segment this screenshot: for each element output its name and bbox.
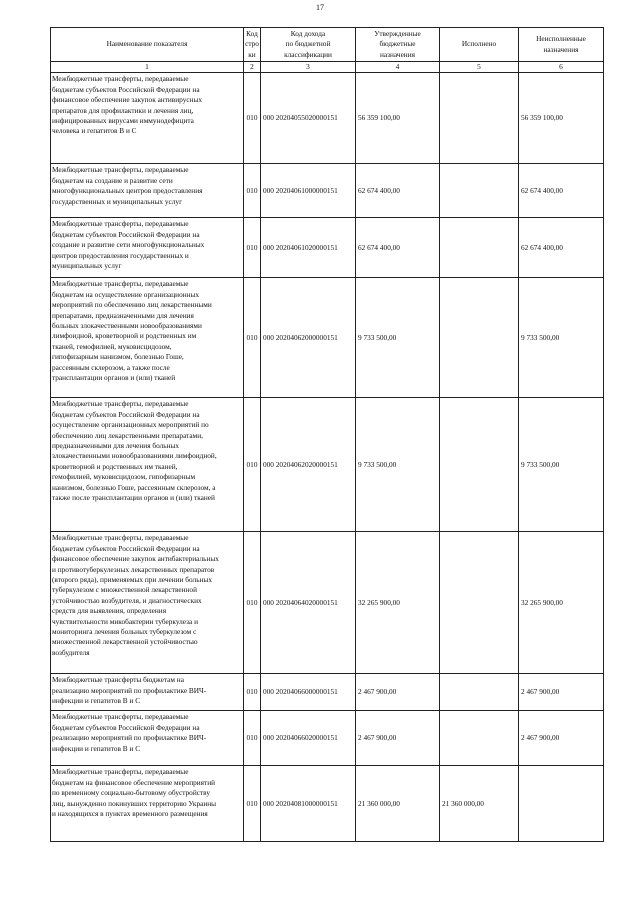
header-unexecuted: Неисполненные назначения (519, 28, 604, 62)
executed-amount (440, 398, 519, 532)
unexecuted-amount: 9 733 500,00 (519, 398, 604, 532)
income-code: 000 20204055020000151 (261, 73, 356, 164)
executed-amount: 21 360 000,00 (440, 766, 519, 842)
income-code: 000 20204066000000151 (261, 674, 356, 711)
table-row (51, 164, 604, 218)
header-row (51, 28, 604, 62)
income-code: 000 20204061000000151 (261, 164, 356, 218)
indicator-name: Межбюджетные трансферты, передаваемые бюджетам субъектов Российской Федерации на финансовое обеспечение закупок антивирусных препаратов для профилактики и лечения лиц, инфицированных вирусами иммунодефицита человека и гепатитов В и С (51, 73, 244, 164)
line-code: 010 (244, 164, 261, 218)
indicator-name: Межбюджетные трансферты, передаваемые бюджетам на создание и развитие сети многофункциональных центров предоставления государственных и муниципальных услуг (51, 164, 244, 218)
table-row (51, 278, 604, 398)
header-line-code: Код стро ки (244, 28, 261, 62)
approved-amount: 2 467 900,00 (356, 674, 440, 711)
approved-amount: 62 674 400,00 (356, 164, 440, 218)
header-indicator-name: Наименование показателя (51, 28, 244, 62)
income-code: 000 20204062020000151 (261, 398, 356, 532)
header-executed: Исполнено (440, 28, 519, 62)
approved-amount: 62 674 400,00 (356, 218, 440, 278)
line-code: 010 (244, 73, 261, 164)
income-code: 000 20204064020000151 (261, 532, 356, 674)
unexecuted-amount (519, 766, 604, 842)
column-number: 3 (261, 62, 356, 73)
unexecuted-amount: 62 674 400,00 (519, 164, 604, 218)
table-row (51, 532, 604, 674)
budget-execution-table (50, 27, 604, 842)
unexecuted-amount: 62 674 400,00 (519, 218, 604, 278)
header-approved: Утвержденные бюджетные назначения (356, 28, 440, 62)
table-row (51, 218, 604, 278)
executed-amount (440, 532, 519, 674)
unexecuted-amount: 56 359 100,00 (519, 73, 604, 164)
line-code: 010 (244, 711, 261, 766)
line-code: 010 (244, 398, 261, 532)
line-code: 010 (244, 218, 261, 278)
line-code: 010 (244, 674, 261, 711)
indicator-name: Межбюджетные трансферты бюджетам на реализацию мероприятий по профилактике ВИЧ- инфекции и гепатитов В и С (51, 674, 244, 711)
line-code: 010 (244, 278, 261, 398)
indicator-name: Межбюджетные трансферты, передаваемые бюджетам на осуществление организационных мероприятий по обеспечению лиц лекарственными препаратами, предназначенными для лечения больных злокачественными новообразованиями лимфоидной, кроветворной и родственных им тканей, гемофилией, муковисцидозом, гипофизарным нанизмом, болезнью Гоше, рассеянным склерозом, а также после трансплантации органов и (или) тканей (51, 278, 244, 398)
table-row (51, 674, 604, 711)
executed-amount (440, 73, 519, 164)
table-row (51, 766, 604, 842)
table-row (51, 398, 604, 532)
executed-amount (440, 674, 519, 711)
column-number: 4 (356, 62, 440, 73)
approved-amount: 56 359 100,00 (356, 73, 440, 164)
unexecuted-amount: 32 265 900,00 (519, 532, 604, 674)
line-code: 010 (244, 532, 261, 674)
table-row (51, 711, 604, 766)
header-income-code: Код дохода по бюджетной классификации (261, 28, 356, 62)
approved-amount: 9 733 500,00 (356, 278, 440, 398)
indicator-name: Межбюджетные трансферты, передаваемые бюджетам субъектов Российской Федерации на реализацию мероприятий по профилактике ВИЧ- инфекции и гепатитов В и С (51, 711, 244, 766)
column-number: 2 (244, 62, 261, 73)
executed-amount (440, 278, 519, 398)
executed-amount (440, 164, 519, 218)
column-number: 1 (51, 62, 244, 73)
income-code: 000 20204066020000151 (261, 711, 356, 766)
approved-amount: 2 467 900,00 (356, 711, 440, 766)
line-code: 010 (244, 766, 261, 842)
indicator-name: Межбюджетные трансферты, передаваемые бюджетам на финансовое обеспечение мероприятий по временному социально-бытовому обустройству лиц, вынужденно покинувших территорию Украины и находящихся в пунктах временного размещения (51, 766, 244, 842)
table-row (51, 73, 604, 164)
income-code: 000 20204062000000151 (261, 278, 356, 398)
approved-amount: 21 360 000,00 (356, 766, 440, 842)
column-number: 5 (440, 62, 519, 73)
unexecuted-amount: 2 467 900,00 (519, 674, 604, 711)
executed-amount (440, 218, 519, 278)
indicator-name: Межбюджетные трансферты, передаваемые бюджетам субъектов Российской Федерации на создание и развитие сети многофункциональных центров предоставления государственных и муниципальных услуг (51, 218, 244, 278)
executed-amount (440, 711, 519, 766)
unexecuted-amount: 9 733 500,00 (519, 278, 604, 398)
unexecuted-amount: 2 467 900,00 (519, 711, 604, 766)
income-code: 000 20204081000000151 (261, 766, 356, 842)
approved-amount: 9 733 500,00 (356, 398, 440, 532)
approved-amount: 32 265 900,00 (356, 532, 440, 674)
column-number: 6 (519, 62, 604, 73)
indicator-name: Межбюджетные трансферты, передаваемые бюджетам субъектов Российской Федерации на финансовое обеспечение закупок антибактериальных и противотуберкулезных лекарственных препаратов (второго ряда), применяемых при лечении больных туберкулезом с множественной лекарственной устойчивостью возбудителя, и диагностических средств для выявления, определения чувствительности микобактерии туберкулеза и мониторинга лечения больных туберкулезом с множественной лекарственной устойчивостью возбудителя (51, 532, 244, 674)
indicator-name: Межбюджетные трансферты, передаваемые бюджетам субъектов Российской Федерации на осуществление организационных мероприятий по обеспечению лиц лекарственными препаратами, предназначенными для лечения больных злокачественными новообразованиями лимфоидной, кроветворной и родственных им тканей, гемофилией, муковисцидозом, гипофизарным нанизмом, болезнью Гоше, рассеянным склерозом, а также после трансплантации органов и (или) тканей (51, 398, 244, 532)
page-number: 17 (316, 3, 324, 12)
column-number-row (51, 62, 604, 73)
income-code: 000 20204061020000151 (261, 218, 356, 278)
